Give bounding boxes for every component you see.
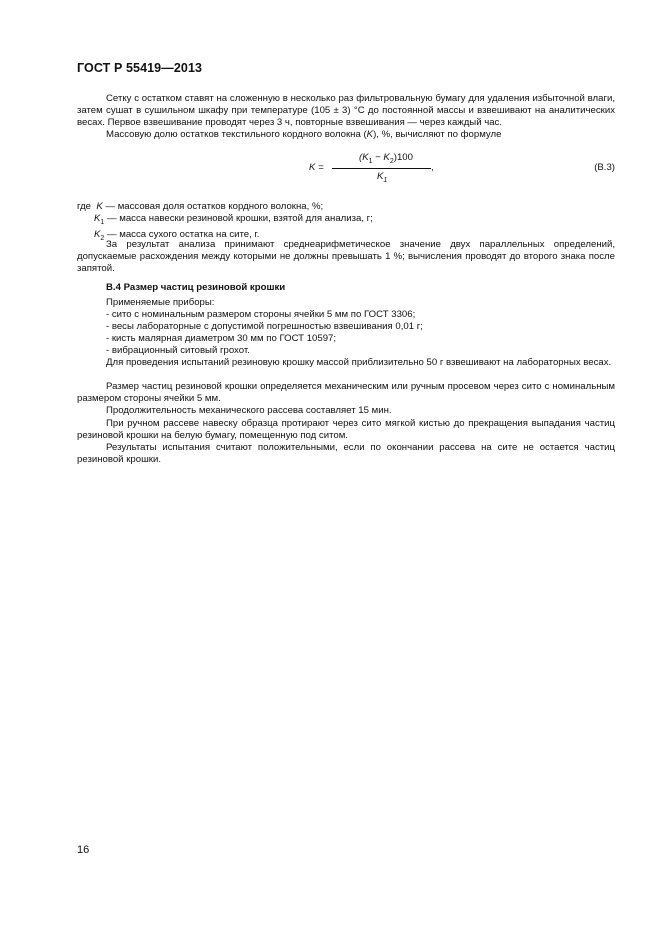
list-item: - кисть малярная диаметром 30 мм по ГОСТ 10597;	[106, 333, 337, 344]
section-title: В.4 Размер частиц резиновой крошки	[106, 282, 286, 293]
list-item: - сито с номинальным размером стороны ячейки 5 мм по ГОСТ 3306;	[106, 309, 416, 320]
paragraph-drying: Сетку с остатком ставят на сложенную в несколько раз фильтровальную бумагу для удаления избыточной влаги, затем сушат в сушильном шкафу при температуре (105 ± 3) °С до постоянной массы и взвешивают на аналитических весах. Первое взвешивание проводят через 3 ч, повторные взвешивания — через каждый час.	[77, 93, 615, 128]
list-item: - весы лабораторные с допустимой погрешностью взвешивания 0,01 г;	[106, 321, 423, 332]
page-number: 16	[77, 844, 90, 856]
formula-b3	[77, 152, 615, 188]
formula-number: (В.3)	[594, 162, 615, 173]
legend-row-k2: $K_2$ — масса сухого остатка на сите, г.	[94, 228, 260, 242]
fraction-bar	[332, 168, 431, 169]
formula-comma: ,	[431, 162, 434, 173]
formula-lhs: K =	[309, 162, 324, 173]
paragraph-duration: Продолжительность механического рассева составляет 15 мин.	[106, 405, 392, 416]
paragraph-result: За результат анализа принимают среднеарифметическое значение двух параллельных определений, допускаемые расхождения между которыми не должны превышать 1 %; вычисления проводят до второго знака после запятой.	[77, 239, 615, 274]
paragraph-weighing: Для проведения испытаний резиновую крошку массой приблизительно 50 г взвешивают на лабораторных весах.	[106, 357, 612, 368]
formula-numerator: $(K_1 - K_2)100$	[359, 152, 413, 165]
legend-row-k1: $K_1$ — масса навески резиновой крошки, взятой для анализа, г;	[94, 213, 373, 226]
list-item: - вибрационный ситовый грохот.	[106, 345, 250, 356]
instruments-title: Применяемые приборы:	[106, 297, 215, 308]
paragraph-manual-sieving: При ручном рассеве навеску образца протирают через сито мягкой кистью до прекращения выпадания частиц резиновой крошки на белую бумагу, помещенную под ситом.	[77, 418, 615, 441]
paragraph-conclusion: Результаты испытания считают положительными, если по окончании рассева на сите не остается частиц резиновой крошки.	[77, 442, 615, 465]
instruments-list	[106, 297, 423, 357]
document-header: ГОСТ Р 55419—2013	[77, 61, 203, 75]
formula-denominator: $K_1$	[377, 171, 388, 184]
legend-row-k: где K — массовая доля остатков кордного волокна, %;	[77, 201, 324, 212]
paragraph-particle-size: Размер частиц резиновой крошки определяется механическим или ручным просевом через сито с номинальным размером стороны ячейки 5 мм.	[77, 381, 615, 404]
paragraph-formula-intro: Массовую долю остатков текстильного кордного волокна (K), %, вычисляют по формуле	[106, 129, 502, 140]
